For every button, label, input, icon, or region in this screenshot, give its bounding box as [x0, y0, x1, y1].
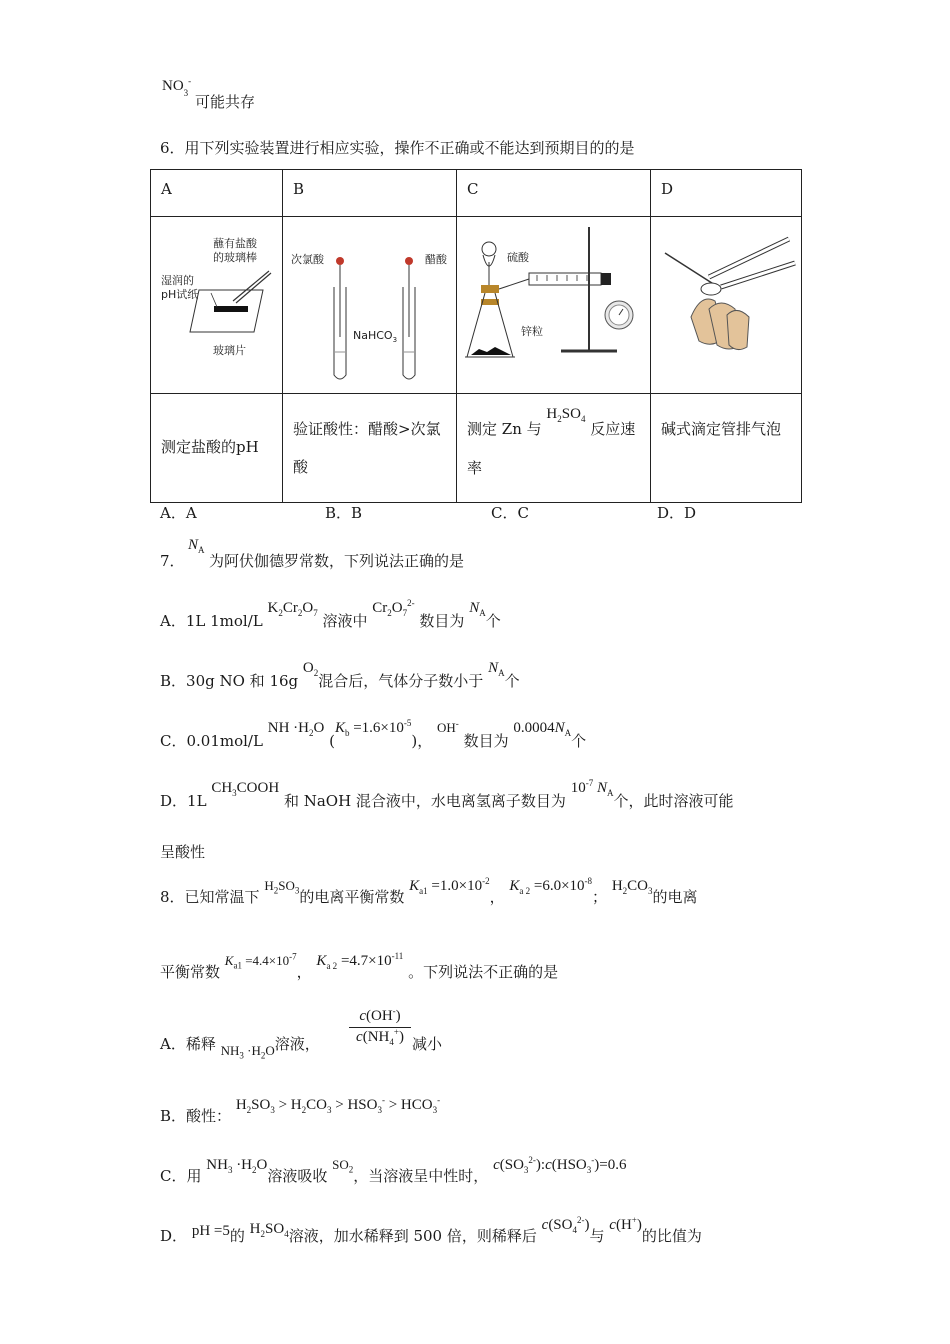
q6-option-b[interactable]: B．B [325, 504, 363, 522]
q7-option-b[interactable]: B．30g NO 和 16g $O_2$混合后，气体分子数小于 $N_A$个 [160, 660, 520, 690]
q7-option-a[interactable]: A．1L 1mol/L $K_2Cr_2O_7$ 溶液中 $Cr_2O_7^{2-}$ 数目为 $N_A$个 [160, 598, 501, 630]
q6-option-a[interactable]: A．A [160, 504, 197, 522]
svg-text:湿润的: 湿润的 [161, 274, 194, 287]
svg-text:玻璃片: 玻璃片 [213, 344, 246, 357]
q7-option-c[interactable]: C．0.01mol/L NH $\cdot H_2O$ $(K_b =1.6\times 10^{-5})$， OH- 数目为 $0.0004N_A$个 [160, 718, 587, 750]
svg-text:NaHCO3: NaHCO$_3$ [353, 329, 398, 344]
svg-text:锌粒: 锌粒 [521, 325, 543, 338]
q8-stem-line1: 8．已知常温下 $H_2SO_3$的电离平衡常数 $K_{a1} =1.0\times 10^{-2}$， $K_{a 2} =6.0\times 10^{-8}$； $H_2CO_3$的电离 [160, 876, 698, 906]
q7-option-d-line2: 呈酸性 [160, 843, 206, 861]
header-a: A [151, 170, 283, 217]
q8-option-a-tail: 减小 [412, 1035, 443, 1053]
svg-text:蘸有盐酸: 蘸有盐酸 [213, 237, 257, 250]
nitrate-formula: $NO_3^-$ [162, 76, 192, 98]
q6-option-c[interactable]: C．C [491, 504, 529, 522]
q5-tail-text: 可能共存 [195, 93, 256, 111]
figure-d [651, 217, 802, 394]
caption-c: 测定 Zn 与 $H_2SO_4$ 反应速率 [457, 394, 651, 503]
svg-text:醋酸: 醋酸 [425, 253, 447, 266]
q8-option-d[interactable]: D． pH =5的 $H_2SO_4$溶液，加水稀释到 500 倍，则稀释后 $c(SO_4^{2-})$与 c(H+)的比值为 [160, 1215, 702, 1245]
q8-option-b[interactable]: B．酸性： $H_2SO_3 > H_2CO_3 > HSO_3^- > HCO_3^-$ [160, 1095, 441, 1125]
q6-stem: 6．用下列实验装置进行相应实验，操作不正确或不能达到预期目的的是 [160, 139, 635, 157]
svg-text:次氯酸: 次氯酸 [291, 253, 324, 266]
svg-text:pH试纸: pH试纸 [161, 288, 199, 301]
q8-option-c[interactable]: C．用 $NH_3 \cdot H_2O$溶液吸收 $SO_2$，当溶液呈中性时， $c(SO_3^{2-}):c(HSO_3^-)=0.6$ [160, 1155, 627, 1185]
svg-text:的玻璃棒: 的玻璃棒 [213, 251, 257, 264]
header-d: D [651, 170, 802, 217]
q7-stem: 为阿伏伽德罗常数，下列说法正确的是 [209, 552, 465, 570]
header-b: B [283, 170, 457, 217]
q7-number: 7． [160, 552, 185, 570]
header-c: C [457, 170, 651, 217]
svg-text:硫酸: 硫酸 [507, 251, 529, 264]
caption-d: 碱式滴定管排气泡 [651, 394, 802, 503]
q8-stem-line2: 平衡常数 $K_{a1} =4.4\times 10^{-7}$， $K_{a 2} =4.7\times 10^{-11}$ 。下列说法不正确的是 [160, 951, 559, 981]
q7-option-d[interactable]: D．1L $CH_3COOH$ 和 NaOH 混合液中，水电离氢离子数目为 $10^{-7}$ $N_A$个，此时溶液可能 [160, 778, 734, 810]
q8-option-a[interactable]: A．稀释 $NH_3 \cdot H_2O$溶液， [160, 1035, 320, 1061]
figure-a [151, 217, 283, 394]
q6-option-d[interactable]: D．D [657, 504, 697, 522]
q8-option-a-fraction: c(OH-) $c(NH_4^+)$ [349, 1008, 411, 1046]
figure-b [283, 217, 457, 394]
caption-a: 测定盐酸的pH [151, 394, 283, 503]
caption-b: 验证酸性：醋酸>次氯酸 [283, 394, 457, 503]
experiment-table [150, 169, 802, 503]
na-symbol: $N_A$ [188, 537, 205, 555]
figure-c [457, 217, 651, 394]
